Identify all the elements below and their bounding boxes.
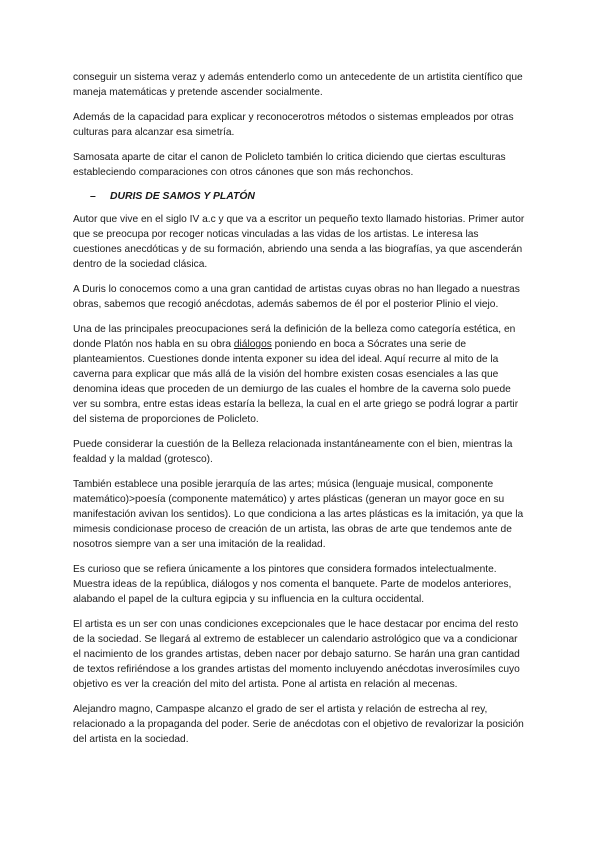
paragraph-hierarchy-arts: También establece una posible jerarquía de las artes; música (lenguaje musical, componente matemático)>poesía (componente matemático) y artes plásticas (generan un mayor goce en su manifestación avivan los sentidos). Lo que condiciona a las artes plásticas es la imitación, ya que la mimesis condicionase proceso de creación de un artista, las obras de arte que tendemos ante de nosotros siempre van a ser una imitación de la realidad.: [73, 479, 524, 550]
heading-text: DURIS DE SAMOS Y PLATÓN: [110, 191, 255, 202]
underlined-dialogos: diálogos: [233, 339, 272, 350]
paragraph-samosata: Samosata aparte de citar el canon de Policleto también lo critica diciendo que ciertas esculturas estableciendo comparaciones con otros cánones que son más rechonchos.: [73, 152, 506, 178]
paragraph-beauty-good: Puede considerar la cuestión de la Belleza relacionada instantáneamente con el bien, mientras la fealdad y la maldad (grotesco).: [73, 439, 513, 465]
paragraph-artist-exceptional: El artista es un ser con unas condiciones excepcionales que le hace destacar por encima del resto de la sociedad. Se llegará al extremo de establecer un calendario astrológico que va a condicionar el nacimiento de los grandes artistas, deben nacer por debajo saturno. Se harán una gran cantidad de textos refiriéndose a los grandes artistas del momento incluyendo anécdotas inverosímiles cuyo objetivo es ver la creación del mito del artista. Pone al artista en relación al mecenas.: [73, 619, 520, 690]
heading-dash: –: [90, 191, 96, 202]
paragraph-plato-beauty: [73, 322, 526, 427]
paragraph-intro-continuation: conseguir un sistema veraz y además entenderlo como un antecedente de un artistita científico que maneja matemáticas y pretende ascender socialmente.: [73, 72, 523, 98]
paragraph-painters: Es curioso que se refiera únicamente a los pintores que considera formados intelectualmente. Muestra ideas de la república, diálogos y nos comenta el banquete. Parte de modelos anteriores, alabando el papel de la cultura egipcia y su influencia en la cultura occidental.: [73, 564, 512, 605]
paragraph-duris-author: Autor que vive en el siglo IV a.c y que va a escritor un pequeño texto llamado historias. Primer autor que se preocupa por recoger noticas vinculadas a las vidas de los artistas. Le interesa las cuestiones anecdóticas y de su formación, abriendo una senda a las biografías, ya que ascenderán dentro de la sociedad clásica.: [73, 214, 525, 270]
paragraph-other-cultures: Además de la capacidad para explicar y reconocerotros métodos o sistemas empleados por otras culturas para alcanzar esa simetría.: [73, 112, 514, 138]
paragraph-plato-text-end: poniendo en boca a Sócrates una serie de planteamientos. Cuestiones donde intenta exponer su idea del ideal. Aquí recurre al mito de la caverna para explicar que más allá de la visión del hombre existen cosas esenciales a las que denomina ideas que proceden de un demiurgo de las cuales el hombre de la caverna solo puede ver su sombra, entre estas ideas estaría la belleza, la cual en el arte griego se podrá lograr a partir del sistema de proporciones de Policleto.: [73, 339, 519, 425]
section-heading: [73, 190, 526, 204]
paragraph-alexander: Alejandro magno, Campaspe alcanzo el grado de ser el artista y relación de estrecha al rey, relacionado a la propaganda del poder. Serie de anécdotas con el objetivo de revalorizar la posición del artista en la sociedad.: [73, 704, 524, 745]
paragraph-duris-known: A Duris lo conocemos como a una gran cantidad de artistas cuyas obras no han llegado a nuestras obras, sabemos que recogió anécdotas, además sabemos de él por el posterior Plinio el viejo.: [73, 284, 520, 310]
paragraph-plato-text-start: Una de las principales preocupaciones será la definición de la belleza como categoría estética, en donde Platón nos habla en su obra: [73, 324, 516, 350]
